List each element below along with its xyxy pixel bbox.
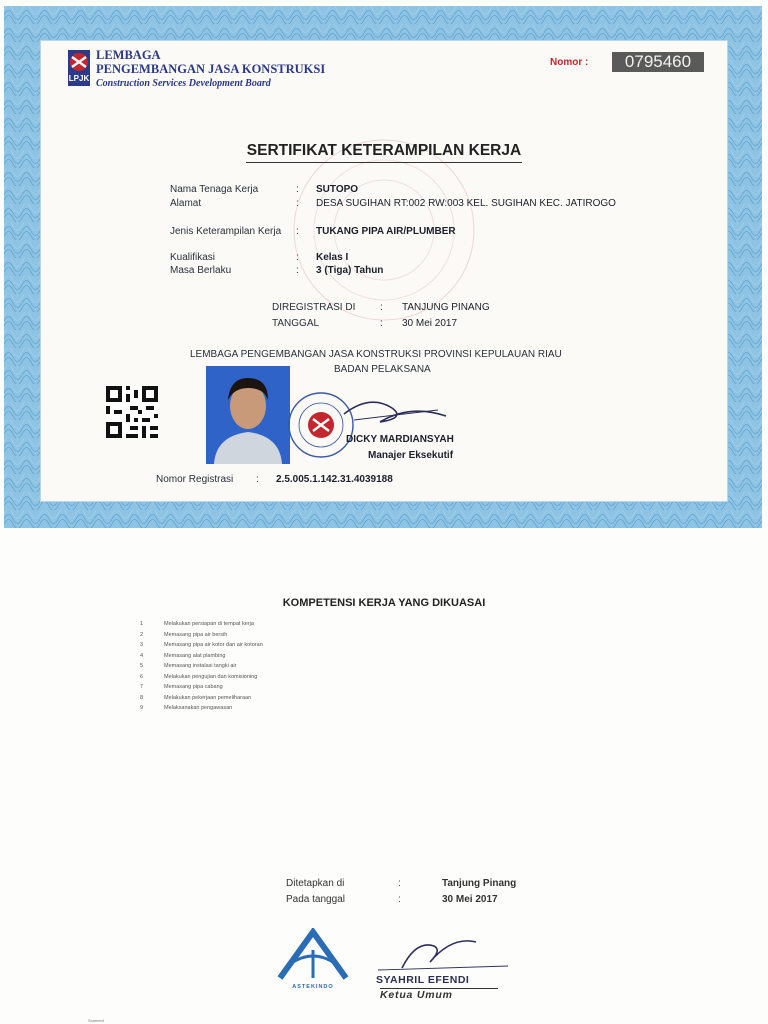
list-item: 4 Memasang alat plambing: [140, 652, 226, 659]
lpjk-symbol-icon: [68, 51, 90, 73]
date-value: 30 Mei 2017: [402, 318, 458, 329]
field-value-validity: 3 (Tiga) Tahun: [316, 265, 384, 276]
place-label: Ditetapkan di: [286, 878, 345, 889]
field-label-name: Nama Tenaga Kerja: [170, 184, 259, 195]
lpjk-logo-text: LPJK: [68, 74, 90, 83]
field-label-validity: Masa Berlaku: [170, 265, 232, 276]
astekindo-logo-text: ASTEKINDO: [292, 984, 334, 990]
field-value-address: DESA SUGIHAN RT:002 RW:003 KEL. SUGIHAN KEC. JATIROGO: [316, 198, 616, 209]
field-colon: :: [380, 302, 383, 313]
lpjk-logo: [68, 50, 90, 86]
nomor-value: 0795460: [612, 52, 704, 72]
place-value: Tanjung Pinang: [442, 878, 517, 889]
issuer-line1: LEMBAGA PENGEMBANGAN JASA KONSTRUKSI PROVINSI KEPULAUAN RIAU: [190, 349, 562, 360]
list-item: 1 Melakukan persiapan di tempat kerja: [140, 621, 254, 627]
field-colon: :: [296, 226, 299, 237]
field-label-address: Alamat: [170, 198, 202, 209]
field-colon: :: [380, 318, 383, 329]
footer-signer-name: SYAHRIL EFENDI: [376, 974, 470, 986]
field-value-qualification: Kelas I: [316, 252, 349, 263]
registered-at-value: TANJUNG PINANG: [402, 302, 490, 313]
qr-code: [106, 386, 158, 438]
certificate-title: SERTIFIKAT KETERAMPILAN KERJA: [246, 142, 522, 159]
field-colon: :: [256, 474, 259, 485]
footer-signature-mark: [372, 932, 512, 976]
signer-title: Manajer Eksekutif: [368, 450, 454, 461]
org-name: [96, 48, 325, 76]
registered-at-label: DIREGISTRASI DI: [272, 302, 356, 313]
competency-list: [140, 619, 263, 714]
field-value-skill: TUKANG PIPA AIR/PLUMBER: [316, 226, 456, 237]
footer-date-value: 30 Mei 2017: [442, 894, 498, 905]
list-item: 8 Melakukan pekerjaan pemeliharaan: [140, 694, 252, 701]
org-name-line1: LEMBAGA: [96, 48, 161, 62]
field-label-qualification: Kualifikasi: [170, 252, 216, 263]
list-item: 2 Memasang pipa air bersih: [140, 631, 228, 638]
signature-mark: [340, 392, 450, 432]
person-portrait-icon: [206, 366, 290, 464]
org-name-line2: PENGEMBANGAN JASA KONSTRUKSI: [96, 62, 326, 76]
astekindo-logo: [276, 928, 350, 990]
list-item: 9 Melaksanakan pengawasan: [140, 705, 233, 711]
field-colon: :: [398, 878, 401, 889]
registration-label: Nomor Registrasi: [156, 474, 234, 485]
footer-signer-title: Ketua Umum: [380, 989, 453, 1001]
list-item: 5 Memasang instalasi tangki air: [140, 663, 237, 669]
list-item: 3 Memasang pipa air kotor dan air kotoran: [140, 642, 263, 648]
field-value-name: SUTOPO: [316, 184, 359, 195]
issuer-line2: BADAN PELAKSANA: [334, 364, 431, 375]
list-item: 7 Memasang pipa cabang: [140, 684, 223, 690]
field-colon: :: [296, 184, 299, 195]
signer-name: DICKY MARDIANSYAH: [346, 434, 454, 445]
holder-photo: [206, 366, 290, 464]
org-subtitle: Construction Services Development Board: [96, 78, 271, 89]
field-colon: :: [296, 265, 299, 276]
list-item: 6 Melakukan pengujian dan komisioning: [140, 673, 258, 680]
title-underline: [246, 162, 522, 163]
field-colon: :: [398, 894, 401, 905]
date-label: TANGGAL: [272, 318, 320, 329]
field-colon: :: [296, 198, 299, 209]
footer-date-label: Pada tanggal: [286, 894, 345, 905]
registration-value: 2.5.005.1.142.31.4039188: [276, 474, 393, 485]
scan-footnote: Scanned: [88, 1018, 104, 1023]
field-colon: :: [296, 252, 299, 263]
field-label-skill: Jenis Keterampilan Kerja: [170, 226, 282, 237]
nomor-label: Nomor :: [550, 57, 589, 68]
competencies-title: KOMPETENSI KERJA YANG DIKUASAI: [282, 597, 486, 609]
